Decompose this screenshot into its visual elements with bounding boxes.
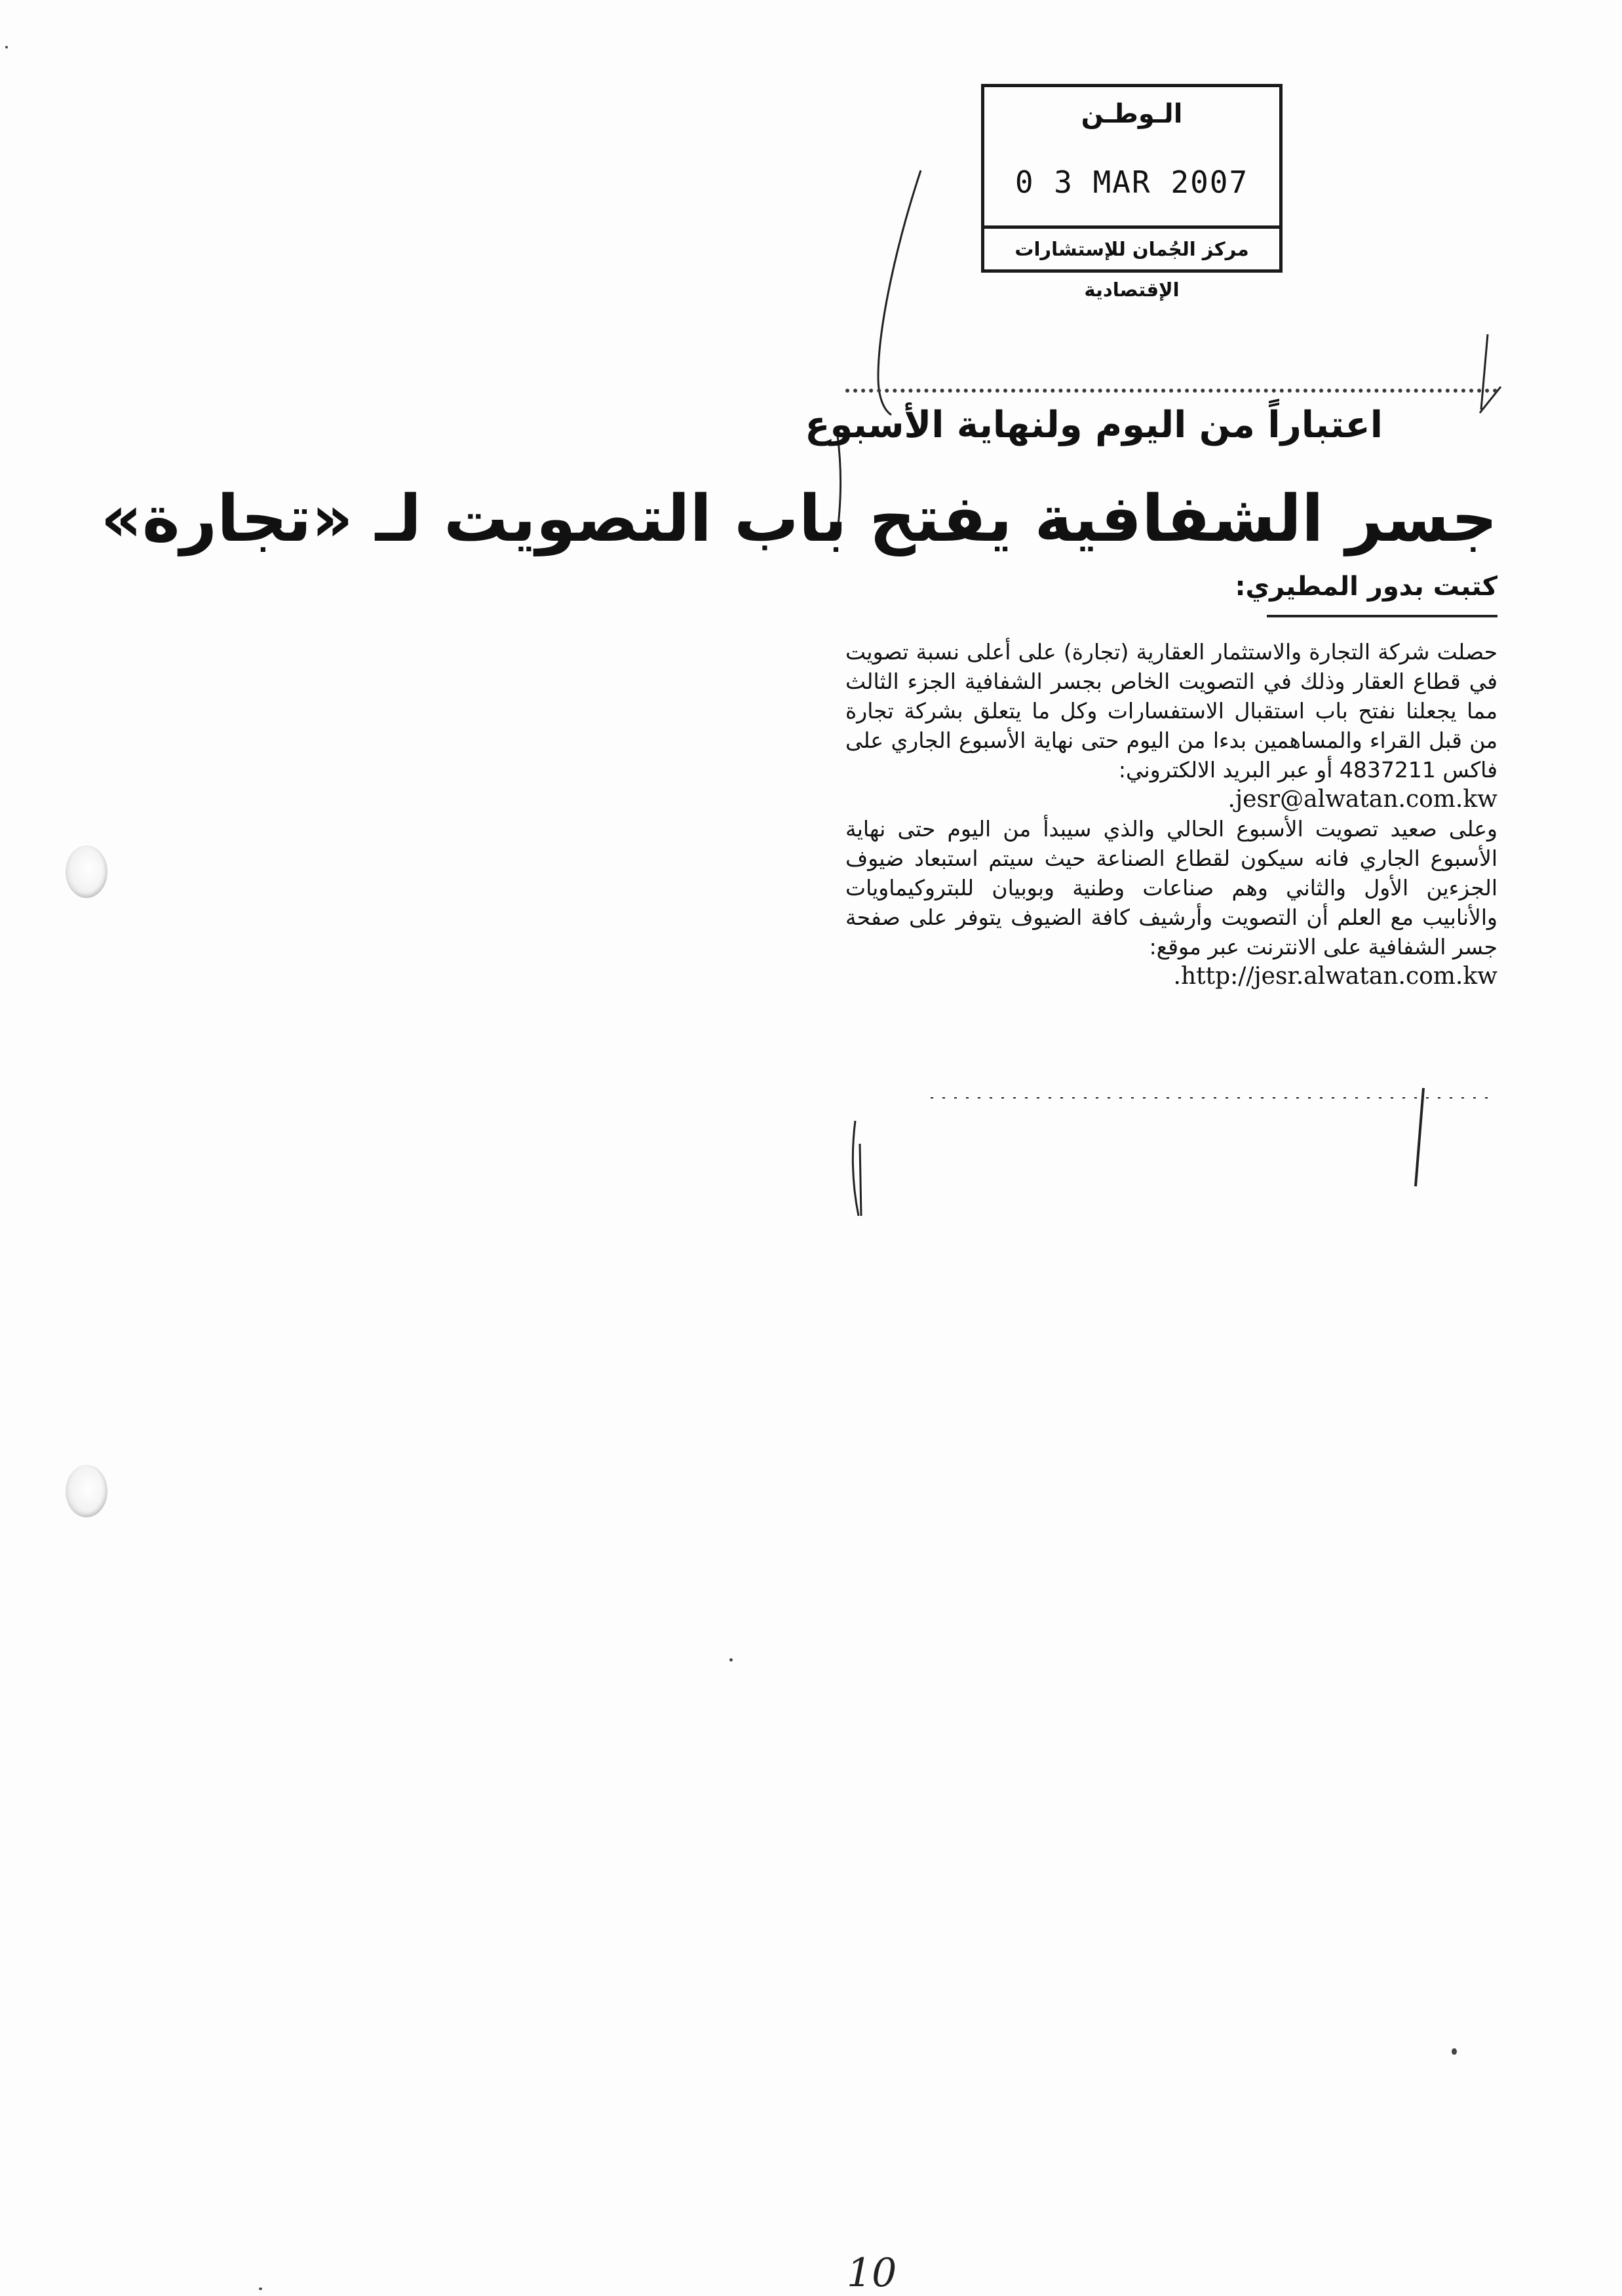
punch-hole-top xyxy=(66,846,107,898)
article-website: .http://jesr.alwatan.com.kw xyxy=(1173,963,1497,990)
scan-speck xyxy=(259,2287,262,2290)
article-paragraph-1: حصلت شركة التجارة والاستثمار العقارية (تجارة) على أعلى نسبة تصويت في قطاع العقار وذلك في التصويت الخاص بجسر الشفافية الجزء الثالث مما يجعلنا نفتح باب استقبال الاستفسارات وكل ما يتعلق بشركة تجارة من قبل القراء والمساهمين بدءا من اليوم حتى نهاية الأسبوع الجاري على فاكس 4837211 أو عبر البريد الالكتروني: xyxy=(845,639,1497,783)
article-top-rule xyxy=(845,389,1497,393)
byline-underline xyxy=(1267,615,1497,617)
scan-speck xyxy=(729,1658,733,1662)
article-body xyxy=(845,637,1497,991)
handwritten-page-number: 10 xyxy=(847,2250,897,2296)
stamp-center-name: مركز الجُمان للإستشارات الإقتصادية xyxy=(984,225,1279,269)
newspaper-date-stamp xyxy=(981,84,1283,301)
scan-speck xyxy=(1452,2048,1457,2055)
stamp-newspaper-name: الـوطـن xyxy=(1081,99,1183,129)
scan-speck xyxy=(5,46,8,49)
article-headline: جسر الشفافية يفتح باب التصويت لـ «تجارة» xyxy=(100,482,1497,556)
article-email: .jesr@alwatan.com.kw xyxy=(1227,786,1497,813)
clipping-tick-bottom-left xyxy=(845,1118,872,1222)
punch-hole-bottom xyxy=(66,1465,107,1517)
article-paragraph-2: وعلى صعيد تصويت الأسبوع الحالي والذي سيبدأ من اليوم حتى نهاية الأسبوع الجاري فانه سيكون لقطاع الصناعة حيث سيتم استبعاد ضيوف الجزءين الأول والثاني وهم صناعات وطنية وبوبيان للبتروكيماويات والأنابيب مع العلم أن التصويت وأرشيف كافة الضيوف يتوفر على صفحة جسر الشفافية على الانترنت عبر موقع: xyxy=(845,816,1497,960)
article-byline: كتبت بدور المطيري: xyxy=(1235,572,1497,602)
article-kicker: اعتباراً من اليوم ولنهاية الأسبوع xyxy=(805,404,1383,446)
clipping-dotted-baseline xyxy=(931,1091,1494,1104)
stamp-date: 0 3 MAR 2007 xyxy=(1014,165,1249,200)
